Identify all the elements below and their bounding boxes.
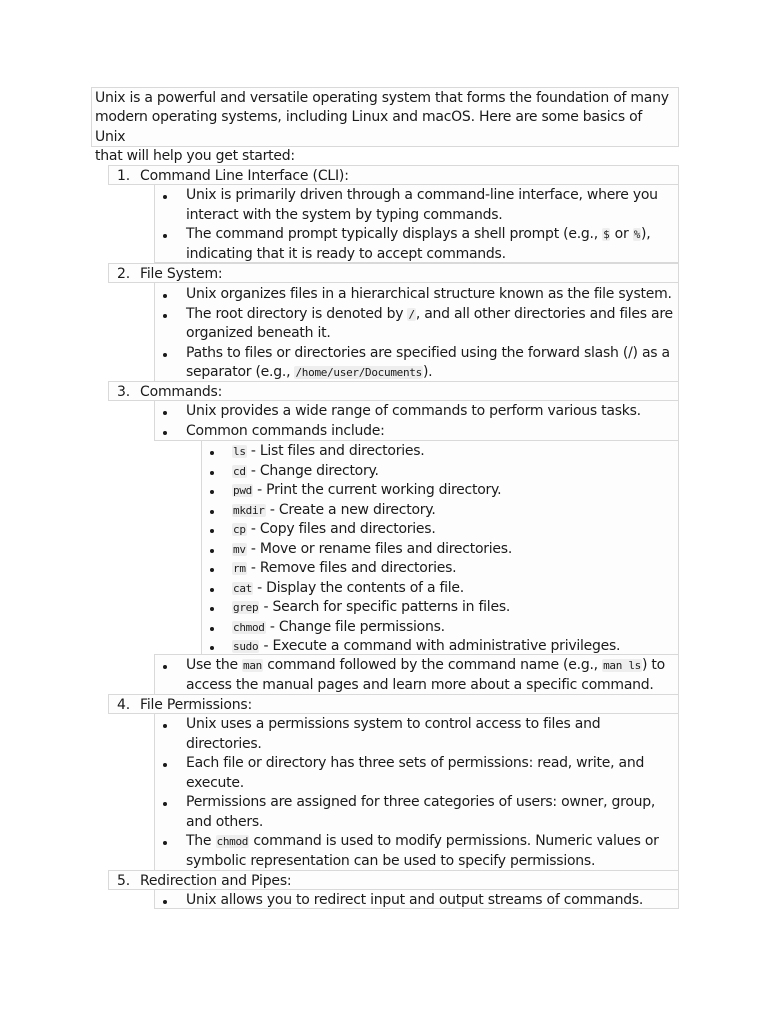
command-description: - Create a new directory.: [265, 501, 436, 518]
section-heading-cli: [108, 165, 679, 185]
item-text: interact with the system by typing commands.: [186, 207, 503, 223]
section-title: Redirection and Pipes:: [140, 873, 292, 889]
section-heading-permissions: [108, 694, 679, 714]
item-text: and others.: [186, 814, 264, 830]
code-command: cd: [233, 464, 246, 478]
bullet-dot-icon: [163, 665, 167, 669]
bullet-dot-icon: [163, 900, 167, 904]
bullet-dot-icon: [210, 568, 214, 572]
item-text: The chmod command is used to modify permissions. Numeric values or: [186, 833, 659, 849]
bullet-dot-icon: [210, 451, 214, 455]
item-text: Each file or directory has three sets of permissions: read, write, and: [186, 755, 645, 771]
bullet-dot-icon: [163, 234, 167, 238]
intro-line: that will help you get started:: [95, 148, 295, 165]
bullet-dot-icon: [163, 763, 167, 767]
code-command: rm: [233, 562, 246, 575]
section-title: Command Line Interface (CLI):: [140, 168, 349, 184]
item-text: execute.: [186, 775, 244, 791]
command-description: - Change file permissions.: [265, 618, 445, 635]
section-title: Commands:: [140, 384, 223, 400]
section-number: 4.: [117, 697, 130, 713]
bullet-dot-icon: [210, 588, 214, 592]
bullet-dot-icon: [210, 471, 214, 475]
item-text: Unix uses a permissions system to control access to files and: [186, 716, 601, 732]
code-command: sudo: [233, 640, 259, 653]
item-text: The root directory is denoted by /, and all other directories and files are: [186, 306, 673, 322]
item-text: separator (e.g., /home/user/Documents).: [186, 364, 433, 380]
item-text: symbolic representation can be used to specify permissions.: [186, 853, 596, 869]
item-text: Unix organizes files in a hierarchical structure known as the file system.: [186, 286, 672, 302]
section-number: 5.: [117, 873, 130, 889]
bullet-dot-icon: [163, 841, 167, 845]
section-number: 2.: [117, 266, 130, 282]
item-text: Unix provides a wide range of commands to perform various tasks.: [186, 403, 641, 419]
code-percent-prompt: %: [633, 228, 641, 241]
item-text: indicating that it is ready to accept commands.: [186, 246, 506, 262]
section-title: File System:: [140, 266, 223, 282]
bullet-list-commands: [154, 400, 679, 441]
bullet-dot-icon: [210, 510, 214, 514]
item-text: Unix allows you to redirect input and output streams of commands.: [186, 892, 644, 908]
item-text: Common commands include:: [186, 423, 385, 439]
bullet-list-man: [154, 654, 679, 695]
bullet-dot-icon: [210, 607, 214, 611]
item-text: access the manual pages and learn more about a specific command.: [186, 677, 654, 693]
bullet-dot-icon: [210, 549, 214, 553]
item-text: Permissions are assigned for three categories of users: owner, group,: [186, 794, 656, 810]
item-text: directories.: [186, 736, 262, 752]
code-man: man: [243, 659, 262, 672]
bullet-dot-icon: [163, 431, 167, 435]
bullet-list-file-system: [154, 282, 679, 382]
code-man-ls: man ls: [603, 659, 641, 672]
command-description: - List files and directories.: [246, 443, 425, 459]
code-command: mv: [233, 542, 246, 556]
code-command: grep: [233, 601, 259, 614]
bullet-list-cli: [154, 184, 679, 263]
item-text: Unix is primarily driven through a command-line interface, where you: [186, 187, 658, 203]
intro-line: Unix is a powerful and versatile operating system that forms the foundation of many: [95, 90, 669, 106]
bullet-list-redirection: [154, 889, 679, 909]
bullet-dot-icon: [163, 411, 167, 415]
item-text: The command prompt typically displays a shell prompt (e.g., $ or %),: [186, 226, 651, 242]
bullet-dot-icon: [163, 802, 167, 806]
command-description: - Remove files and directories.: [246, 560, 457, 576]
section-number: 1.: [117, 168, 130, 184]
bullet-dot-icon: [163, 195, 167, 199]
section-title: File Permissions:: [140, 697, 252, 713]
bullet-dot-icon: [163, 314, 167, 318]
section-heading-redirection: [108, 870, 679, 890]
item-text: Paths to files or directories are specified using the forward slash (/) as a: [186, 345, 670, 361]
code-chmod: chmod: [216, 835, 249, 848]
command-list: [201, 440, 679, 655]
command-description: - Move or rename files and directories.: [246, 540, 513, 557]
bullet-dot-icon: [210, 529, 214, 533]
item-text: Use the man command followed by the command name (e.g., man ls) to: [186, 657, 665, 673]
bullet-dot-icon: [210, 646, 214, 650]
code-command: cat: [233, 581, 252, 595]
command-description: - Display the contents of a file.: [252, 579, 464, 596]
bullet-dot-icon: [210, 627, 214, 631]
section-heading-file-system: [108, 263, 679, 283]
command-description: - Search for specific patterns in files.: [259, 599, 511, 615]
command-description: - Print the current working directory.: [252, 482, 502, 498]
code-command: pwd: [233, 484, 252, 497]
code-path-example: /home/user/Documents: [295, 366, 422, 379]
section-number: 3.: [117, 384, 130, 400]
bullet-dot-icon: [163, 353, 167, 357]
section-heading-commands: [108, 381, 679, 401]
code-command: ls: [233, 445, 246, 458]
item-text: organized beneath it.: [186, 325, 331, 341]
code-command: mkdir: [233, 503, 265, 517]
command-description: - Copy files and directories.: [246, 521, 436, 537]
command-description: - Execute a command with administrative privileges.: [259, 638, 621, 654]
intro-paragraph: [91, 87, 679, 165]
command-description: - Change directory.: [246, 462, 379, 479]
code-root-slash: /: [408, 308, 415, 321]
bullet-dot-icon: [210, 490, 214, 494]
code-dollar-prompt: $: [603, 228, 610, 241]
code-command: cp: [233, 523, 246, 536]
code-command: chmod: [233, 620, 265, 634]
intro-line: modern operating systems, including Linux and macOS. Here are some basics of Unix: [95, 109, 643, 145]
bullet-dot-icon: [163, 724, 167, 728]
bullet-dot-icon: [163, 294, 167, 298]
bullet-list-permissions: [154, 713, 679, 871]
